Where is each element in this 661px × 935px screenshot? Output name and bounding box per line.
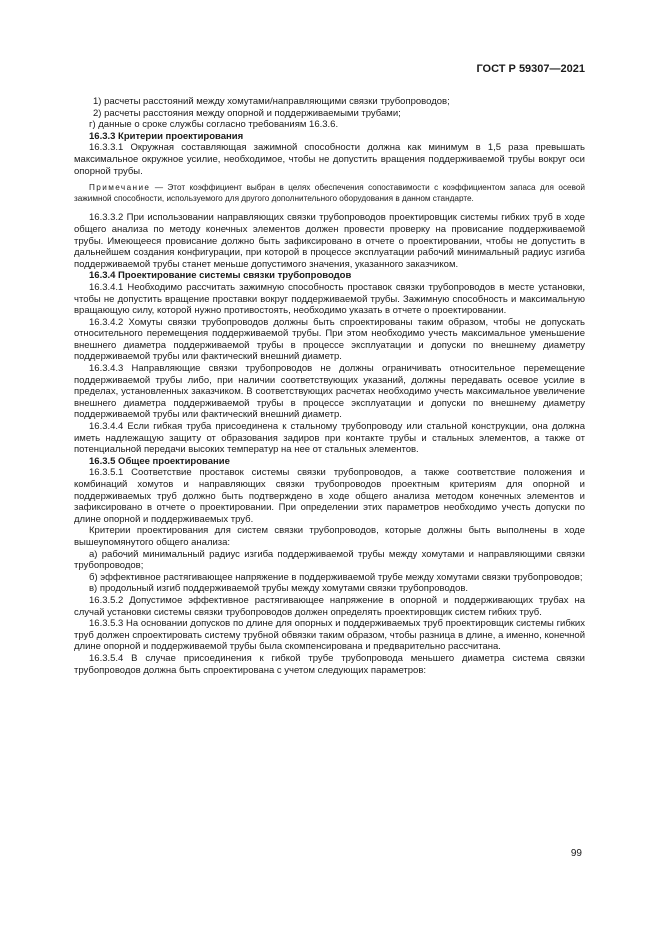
list-item: в) продольный изгиб поддерживаемой трубы между хомутами связки трубопроводов. [89,583,469,595]
paragraph: 16.3.5.2 Допустимое эффективное растягивающее напряжение в опорной и поддерживающих трубах на случай установки системы связки трубопроводов должен определять проектировщик систем гибких труб. [74,594,585,618]
section-heading: 16.3.5 Общее проектирование [89,455,230,467]
list-item: а) рабочий минимальный радиус изгиба поддерживаемой трубы между хомутами и направляющими связки трубопроводов; [74,548,585,572]
paragraph: 16.3.3.1 Окружная составляющая зажимной способности должна как минимум в 1,5 раза превышать максимальное окружное усилие, необходимое, чтобы не допустить вращения поддерживаемой трубы вокруг оси опорной трубы. [74,142,585,177]
paragraph: 16.3.4.3 Направляющие связки трубопроводов не должны ограничивать относительное перемещение поддерживаемой трубы либо, при наличии соответствующих указаний, должны передавать осевое усилие в пределах, установленных заказчиком. В соответствующих расчетах необходимо учесть максимальное увеличение внешнего диаметра поддерживаемой трубы в процессе эксплуатации и допуски по внешнему диаметру поддерживаемой трубы или фактический внешний диаметр. [74,363,585,421]
note [74,183,585,204]
list-item: 1) расчеты расстояний между хомутами/направляющими связки трубопроводов; [93,96,450,107]
paragraph: 16.3.3.2 При использовании направляющих связки трубопроводов проектировщик системы гибких труб в ходе общего анализа по методу конечных элементов должен провести проверку на провисание поддерживаемой трубы. Имеющееся провисание должно быть зафиксировано в отчете о проектировании, чтобы не допустить в дальнейшем создания конфигурации, при которой в процессе эксплуатации рабочий минимальный радиус изгиба поддерживаемой трубы станет меньше допустимого значения, указанного заказчиком. [74,212,585,270]
note-text: — Этот коэффициент выбран в целях обеспечения сопоставимости с коэффициентом запаса для осевой зажимной способности, используемого для другого дополнительного оборудования в данном стандарте. [74,183,585,203]
section-heading: 16.3.4 Проектирование системы связки трубопроводов [89,270,352,282]
note-label: Примечание [89,183,151,193]
list-item: 2) расчеты расстояния между опорной и поддерживаемыми трубами; [93,107,401,119]
paragraph: Критерии проектирования для систем связки трубопроводов, которые должны быть выполнены в ходе вышеупомянутого общего анализа: [74,525,585,548]
section-heading: 16.3.3 Критерии проектирования [89,130,244,142]
list-item: г) данные о сроке службы согласно требованиям 16.3.6. [89,119,339,131]
paragraph: 16.3.5.1 Соответствие проставок системы связки трубопроводов, а также соответствие положения и комбинаций хомутов и направляющих связки трубопроводов проектным критериям для опорной и поддерживаемых труб должно быть подтверждено в ходе общего анализа методом конечных элементов и зафиксировано в отчете о проектировании. При определении этих параметров необходимо учесть допуски по длине опорной и поддерживаемых труб. [74,467,585,525]
page-number: 99 [570,848,582,859]
paragraph: 16.3.5.3 На основании допусков по длине для опорных и поддерживаемых труб проектировщик системы гибких труб должен спроектировать систему трубной обвязки таким образом, чтобы разница в длине, а именно, конечной длине опорной и поддерживаемой трубы была скомпенсирована и предварительно рассчитана. [74,618,585,653]
paragraph: 16.3.4.4 Если гибкая труба присоединена к стальному трубопроводу или стальной конструкции, она должна иметь надлежащую защиту от образования задиров при контакте трубы и стальных элементов, а также от потенциальной передачи высоких температур на нее от стальных элементов. [74,421,585,456]
document-body [74,96,585,676]
paragraph: 16.3.5.4 В случае присоединения к гибкой трубе трубопровода меньшего диаметра система связки трубопроводов должна быть спроектирована с учетом следующих параметров: [74,652,585,676]
standard-header: ГОСТ Р 59307—2021 [476,63,585,75]
paragraph: 16.3.4.2 Хомуты связки трубопроводов должны быть спроектированы таким образом, чтобы не допускать относительного перемещения поддерживаемой трубы. При этом необходимо учесть максимальное уменьшение внешнего диаметра поддерживаемой трубы в процессе эксплуатации и допуски по внешнему диаметру поддерживаемой трубы или фактический внешний диаметр. [74,316,585,363]
paragraph: 16.3.4.1 Необходимо рассчитать зажимную способность проставок связки трубопроводов в месте установки, чтобы не допустить вращение проставки вокруг поддерживаемой трубы. Зажимную способность и максимальную вращающую силу, которой нужно противостоять, необходимо указать в отчете о проектировании. [74,281,585,317]
list-item: б) эффективное растягивающее напряжение в поддерживаемой трубе между хомутами связки трубопроводов; [89,571,583,583]
